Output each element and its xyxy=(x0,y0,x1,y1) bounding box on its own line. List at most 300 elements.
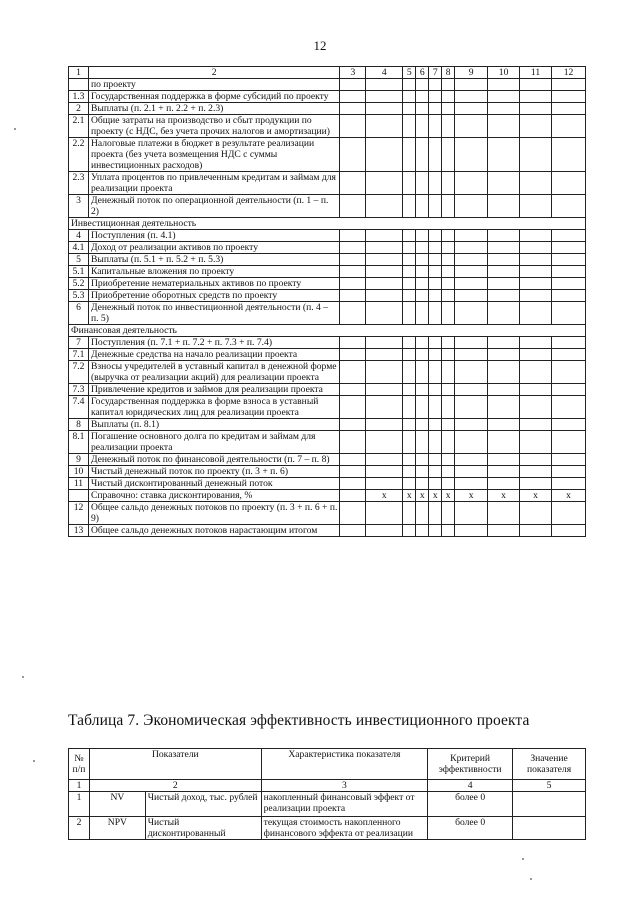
col-num-3: 3 xyxy=(340,67,366,79)
value-cell xyxy=(416,254,429,266)
value-cell xyxy=(551,302,585,325)
col-num-10: 10 xyxy=(488,67,520,79)
value-cell xyxy=(520,195,552,218)
indicator-characteristic: накопленный финансовый эффект от реализации проекта xyxy=(261,792,428,817)
indicator-value xyxy=(513,792,586,817)
table-row xyxy=(69,115,586,138)
row-label: Денежный поток по финансовой деятельности (п. 7 – п. 8) xyxy=(88,454,339,466)
table-row xyxy=(69,195,586,218)
value-cell xyxy=(403,278,416,290)
col-num-4: 4 xyxy=(366,67,403,79)
value-cell xyxy=(340,361,366,384)
value-cell xyxy=(403,195,416,218)
row-number: 2.2 xyxy=(69,138,89,172)
header-criterion: Критерий эффективности xyxy=(428,749,513,780)
value-cell xyxy=(442,454,455,466)
col-num-8: 8 xyxy=(442,67,455,79)
value-cell xyxy=(340,454,366,466)
col-num-7: 7 xyxy=(429,67,442,79)
value-cell xyxy=(340,337,366,349)
value-cell xyxy=(488,502,520,525)
value-cell xyxy=(403,254,416,266)
row-label: Приобретение нематериальных активов по проекту xyxy=(88,278,339,290)
value-cell xyxy=(442,278,455,290)
value-cell xyxy=(340,91,366,103)
value-cell xyxy=(340,103,366,115)
value-cell xyxy=(520,525,552,537)
value-cell xyxy=(366,337,403,349)
x-mark-cell: x xyxy=(429,490,442,502)
value-cell xyxy=(551,230,585,242)
value-cell xyxy=(366,254,403,266)
row-number: 8.1 xyxy=(69,431,89,454)
value-cell xyxy=(488,454,520,466)
value-cell xyxy=(442,478,455,490)
value-cell xyxy=(403,172,416,195)
value-cell xyxy=(340,242,366,254)
value-cell xyxy=(416,302,429,325)
row-label: Уплата процентов по привлеченным кредитам и займам для реализации проекта xyxy=(88,172,339,195)
value-cell xyxy=(366,172,403,195)
value-cell xyxy=(429,419,442,431)
value-cell xyxy=(366,290,403,302)
table-row xyxy=(69,361,586,384)
value-cell xyxy=(340,302,366,325)
value-cell xyxy=(416,242,429,254)
row-label: Выплаты (п. 8.1) xyxy=(88,419,339,431)
table-row xyxy=(69,454,586,466)
value-cell xyxy=(520,254,552,266)
indicator-abbr: NPV xyxy=(89,817,145,840)
row-label: Приобретение оборотных средств по проекту xyxy=(88,290,339,302)
row-label: Доход от реализации активов по проекту xyxy=(88,242,339,254)
value-cell xyxy=(488,115,520,138)
value-cell xyxy=(520,138,552,172)
value-cell xyxy=(429,254,442,266)
row-label: Денежный поток по инвестиционной деятельности (п. 4 – п. 5) xyxy=(88,302,339,325)
indicator-value xyxy=(513,817,586,840)
scan-speck xyxy=(33,760,35,762)
value-cell xyxy=(429,396,442,419)
value-cell xyxy=(442,302,455,325)
table-row xyxy=(69,490,586,502)
value-cell xyxy=(455,195,488,218)
value-cell xyxy=(488,195,520,218)
value-cell xyxy=(551,396,585,419)
value-cell xyxy=(340,384,366,396)
row-number: 8 xyxy=(69,419,89,431)
row-number: 5 xyxy=(69,254,89,266)
row-number: 5.3 xyxy=(69,290,89,302)
value-cell xyxy=(488,337,520,349)
value-cell xyxy=(488,91,520,103)
indicator-criterion: более 0 xyxy=(428,817,513,840)
row-label: Чистый дисконтированный денежный поток xyxy=(88,478,339,490)
value-cell xyxy=(366,361,403,384)
value-cell xyxy=(429,115,442,138)
value-cell xyxy=(442,79,455,91)
value-cell xyxy=(551,115,585,138)
value-cell xyxy=(442,103,455,115)
value-cell xyxy=(551,103,585,115)
value-cell xyxy=(403,337,416,349)
row-label: Взносы учредителей в уставный капитал в денежной форме (выручка от реализации акций) для реализации проекта xyxy=(88,361,339,384)
value-cell xyxy=(442,172,455,195)
value-cell xyxy=(429,138,442,172)
table-row xyxy=(69,138,586,172)
value-cell xyxy=(520,230,552,242)
value-cell xyxy=(429,290,442,302)
row-label: Справочно: ставка дисконтирования, % xyxy=(88,490,339,502)
scan-speck xyxy=(14,128,16,130)
row-label: Налоговые платежи в бюджет в результате реализации проекта (без учета возмещения НДС с суммы инвестиционных расходов) xyxy=(88,138,339,172)
row-number: 7 xyxy=(69,337,89,349)
row-number: 7.4 xyxy=(69,396,89,419)
column-number-row xyxy=(69,67,586,79)
value-cell xyxy=(340,266,366,278)
value-cell xyxy=(551,466,585,478)
value-cell xyxy=(403,302,416,325)
table-row xyxy=(69,103,586,115)
row-number: 6 xyxy=(69,302,89,325)
value-cell xyxy=(340,502,366,525)
table-row xyxy=(69,525,586,537)
x-mark-cell: x xyxy=(488,490,520,502)
value-cell xyxy=(551,138,585,172)
x-mark-cell: x xyxy=(551,490,585,502)
value-cell xyxy=(403,502,416,525)
cash-flow-table xyxy=(68,66,586,537)
value-cell xyxy=(416,266,429,278)
table-row xyxy=(69,230,586,242)
value-cell xyxy=(416,502,429,525)
value-cell xyxy=(340,254,366,266)
table-row xyxy=(69,337,586,349)
row-number: 5.1 xyxy=(69,266,89,278)
value-cell xyxy=(442,431,455,454)
row-number: 5.2 xyxy=(69,278,89,290)
row-number: 2 xyxy=(69,103,89,115)
value-cell xyxy=(551,242,585,254)
value-cell xyxy=(455,431,488,454)
value-cell xyxy=(416,349,429,361)
value-cell xyxy=(403,478,416,490)
value-cell xyxy=(416,79,429,91)
value-cell xyxy=(416,337,429,349)
value-cell xyxy=(488,138,520,172)
table-row xyxy=(69,266,586,278)
value-cell xyxy=(403,103,416,115)
value-cell xyxy=(442,115,455,138)
value-cell xyxy=(366,525,403,537)
value-cell xyxy=(488,242,520,254)
row-label: Выплаты (п. 2.1 + п. 2.2 + п. 2.3) xyxy=(88,103,339,115)
value-cell xyxy=(340,525,366,537)
value-cell xyxy=(403,361,416,384)
value-cell xyxy=(520,384,552,396)
value-cell xyxy=(551,349,585,361)
value-cell xyxy=(416,195,429,218)
row-label: Общее сальдо денежных потоков нарастающим итогом xyxy=(88,525,339,537)
table-row xyxy=(69,419,586,431)
row-number: 13 xyxy=(69,525,89,537)
value-cell xyxy=(488,396,520,419)
value-cell xyxy=(520,431,552,454)
header-num: № п/п xyxy=(69,749,90,780)
table-row xyxy=(69,431,586,454)
value-cell xyxy=(366,302,403,325)
section-row xyxy=(69,218,586,230)
value-cell xyxy=(429,466,442,478)
table-row xyxy=(69,242,586,254)
value-cell xyxy=(442,466,455,478)
col-num-9: 9 xyxy=(455,67,488,79)
x-mark-cell: x xyxy=(416,490,429,502)
indicator-name: Чистый доход, тыс. рублей xyxy=(145,792,261,817)
value-cell xyxy=(455,242,488,254)
row-number: 7.3 xyxy=(69,384,89,396)
section-title: Финансовая деятельность xyxy=(69,325,586,337)
value-cell xyxy=(366,478,403,490)
value-cell xyxy=(403,419,416,431)
table-row xyxy=(69,79,586,91)
t7-col-num-2: 2 xyxy=(89,780,261,792)
value-cell xyxy=(429,230,442,242)
value-cell xyxy=(455,79,488,91)
value-cell xyxy=(442,361,455,384)
table-row xyxy=(69,91,586,103)
value-cell xyxy=(429,79,442,91)
efficiency-header-row xyxy=(69,749,586,780)
value-cell xyxy=(455,466,488,478)
value-cell xyxy=(416,384,429,396)
value-cell xyxy=(429,431,442,454)
value-cell xyxy=(340,396,366,419)
value-cell xyxy=(416,115,429,138)
value-cell xyxy=(488,172,520,195)
value-cell xyxy=(488,431,520,454)
value-cell xyxy=(403,242,416,254)
value-cell xyxy=(551,278,585,290)
value-cell xyxy=(455,290,488,302)
value-cell xyxy=(340,431,366,454)
x-mark-cell: x xyxy=(442,490,455,502)
value-cell xyxy=(488,419,520,431)
value-cell xyxy=(429,337,442,349)
value-cell xyxy=(340,230,366,242)
col-num-2: 2 xyxy=(88,67,339,79)
value-cell xyxy=(366,431,403,454)
value-cell xyxy=(416,361,429,384)
value-cell xyxy=(488,302,520,325)
value-cell xyxy=(455,525,488,537)
value-cell xyxy=(455,254,488,266)
scan-speck xyxy=(22,676,24,678)
value-cell xyxy=(416,91,429,103)
table-row xyxy=(69,396,586,419)
x-mark-cell: x xyxy=(403,490,416,502)
value-cell xyxy=(551,361,585,384)
value-cell xyxy=(403,454,416,466)
value-cell xyxy=(455,230,488,242)
value-cell xyxy=(488,266,520,278)
value-cell xyxy=(455,266,488,278)
value-cell xyxy=(366,195,403,218)
value-cell xyxy=(340,490,366,502)
value-cell xyxy=(551,172,585,195)
value-cell xyxy=(520,91,552,103)
value-cell xyxy=(551,290,585,302)
value-cell xyxy=(551,431,585,454)
value-cell xyxy=(455,138,488,172)
value-cell xyxy=(520,103,552,115)
row-number: 12 xyxy=(69,502,89,525)
row-number: 4 xyxy=(69,230,89,242)
indicator-characteristic: текущая стоимость накопленного финансового эффекта от реализации xyxy=(261,817,428,840)
value-cell xyxy=(340,79,366,91)
col-num-6: 6 xyxy=(416,67,429,79)
value-cell xyxy=(403,79,416,91)
row-label: Денежные средства на начало реализации проекта xyxy=(88,349,339,361)
col-num-11: 11 xyxy=(520,67,552,79)
value-cell xyxy=(366,230,403,242)
scan-speck xyxy=(522,858,524,860)
value-cell xyxy=(429,349,442,361)
table-row xyxy=(69,466,586,478)
t7-col-num-1: 1 xyxy=(69,780,90,792)
value-cell xyxy=(442,138,455,172)
value-cell xyxy=(442,290,455,302)
value-cell xyxy=(429,384,442,396)
t7-col-num-3: 3 xyxy=(261,780,428,792)
value-cell xyxy=(455,349,488,361)
value-cell xyxy=(416,466,429,478)
row-number: 2.3 xyxy=(69,172,89,195)
value-cell xyxy=(551,266,585,278)
value-cell xyxy=(455,502,488,525)
table-row xyxy=(69,349,586,361)
value-cell xyxy=(429,242,442,254)
value-cell xyxy=(366,242,403,254)
value-cell xyxy=(429,454,442,466)
value-cell xyxy=(455,278,488,290)
table7-title: Таблица 7. Экономическая эффективность инвестиционного проекта xyxy=(68,712,530,729)
row-number xyxy=(69,79,89,91)
value-cell xyxy=(340,349,366,361)
value-cell xyxy=(520,349,552,361)
value-cell xyxy=(429,361,442,384)
value-cell xyxy=(442,396,455,419)
value-cell xyxy=(520,278,552,290)
value-cell xyxy=(551,254,585,266)
value-cell xyxy=(416,396,429,419)
value-cell xyxy=(442,384,455,396)
row-label: Поступления (п. 4.1) xyxy=(88,230,339,242)
value-cell xyxy=(488,103,520,115)
value-cell xyxy=(551,525,585,537)
value-cell xyxy=(455,478,488,490)
efficiency-colnum-row xyxy=(69,780,586,792)
value-cell xyxy=(455,115,488,138)
value-cell xyxy=(416,103,429,115)
value-cell xyxy=(488,384,520,396)
row-number: 7.2 xyxy=(69,361,89,384)
value-cell xyxy=(488,230,520,242)
value-cell xyxy=(442,242,455,254)
value-cell xyxy=(403,466,416,478)
value-cell xyxy=(366,384,403,396)
indicator-abbr: NV xyxy=(89,792,145,817)
value-cell xyxy=(442,230,455,242)
value-cell xyxy=(340,419,366,431)
value-cell xyxy=(455,361,488,384)
row-number: 11 xyxy=(69,478,89,490)
row-label: Общие затраты на производство и сбыт продукции по проекту (с НДС, без учета прочих налогов и амортизации) xyxy=(88,115,339,138)
value-cell xyxy=(366,454,403,466)
row-number: 1.3 xyxy=(69,91,89,103)
value-cell xyxy=(488,79,520,91)
value-cell xyxy=(403,230,416,242)
value-cell xyxy=(442,349,455,361)
value-cell xyxy=(455,302,488,325)
row-number: 10 xyxy=(69,466,89,478)
value-cell xyxy=(442,91,455,103)
row-number: 2.1 xyxy=(69,115,89,138)
value-cell xyxy=(455,91,488,103)
value-cell xyxy=(366,419,403,431)
value-cell xyxy=(551,419,585,431)
value-cell xyxy=(442,502,455,525)
row-label: Капитальные вложения по проекту xyxy=(88,266,339,278)
value-cell xyxy=(403,384,416,396)
col-num-5: 5 xyxy=(403,67,416,79)
value-cell xyxy=(520,478,552,490)
value-cell xyxy=(429,502,442,525)
value-cell xyxy=(442,525,455,537)
value-cell xyxy=(416,419,429,431)
value-cell xyxy=(551,384,585,396)
header-characteristic: Характеристика показателя xyxy=(261,749,428,780)
col-num-12: 12 xyxy=(551,67,585,79)
value-cell xyxy=(488,478,520,490)
row-label: Государственная поддержка в форме взноса в уставный капитал юридических лиц для реализации проекта xyxy=(88,396,339,419)
value-cell xyxy=(520,466,552,478)
value-cell xyxy=(520,79,552,91)
section-row xyxy=(69,325,586,337)
row-label: Государственная поддержка в форме субсидий по проекту xyxy=(88,91,339,103)
value-cell xyxy=(366,103,403,115)
value-cell xyxy=(442,254,455,266)
value-cell xyxy=(551,502,585,525)
t7-col-num-4: 4 xyxy=(428,780,513,792)
value-cell xyxy=(416,478,429,490)
value-cell xyxy=(488,361,520,384)
value-cell xyxy=(488,349,520,361)
value-cell xyxy=(551,79,585,91)
table-row xyxy=(69,502,586,525)
value-cell xyxy=(340,115,366,138)
table-row xyxy=(69,384,586,396)
row-num: 1 xyxy=(69,792,90,817)
value-cell xyxy=(416,431,429,454)
value-cell xyxy=(403,431,416,454)
value-cell xyxy=(455,396,488,419)
efficiency-table xyxy=(68,748,586,840)
value-cell xyxy=(520,337,552,349)
table-row xyxy=(69,254,586,266)
value-cell xyxy=(520,242,552,254)
col-num-1: 1 xyxy=(69,67,89,79)
